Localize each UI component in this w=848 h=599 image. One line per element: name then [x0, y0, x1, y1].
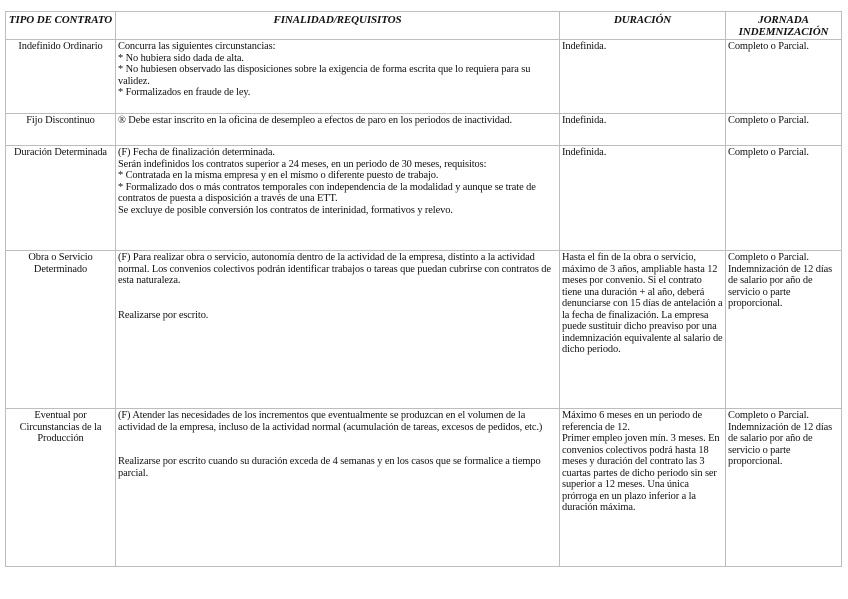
paragraph-gap [118, 287, 557, 310]
contract-type: Eventual por Circunstancias de la Producción [6, 409, 116, 567]
contract-type: Duración Determinada [6, 146, 116, 251]
finalidad-cell [116, 146, 560, 251]
finalidad-line: * Contratada en la misma empresa y en el mismo o diferente puesto de trabajo. [118, 170, 439, 181]
header-jornada: JORNADA INDEMNIZACIÓN [726, 12, 842, 40]
duracion-paragraph: Máximo 6 meses en un periodo de referencia de 12. [562, 410, 703, 433]
finalidad-paragraph: (F) Atender las necesidades de los incrementos que eventualmente se produzcan en el volumen de la actividad de la empresa, incluso de la actividad normal (acumulación de tareas, excesos de pedidos, etc.) [118, 410, 543, 433]
jornada-cell: Completo o Parcial. Indemnización de 12 días de salario por año de servicio o parte proporcional. [726, 251, 842, 409]
table-row [6, 409, 842, 567]
header-tipo: TIPO DE CONTRATO [6, 12, 116, 40]
finalidad-cell [116, 114, 560, 146]
finalidad-line: Concurra las siguientes circunstancias: [118, 41, 276, 52]
table-row [6, 146, 842, 251]
finalidad-line: Serán indefinidos los contratos superior a 24 meses, en un periodo de 30 meses, requisitos: [118, 158, 487, 170]
finalidad-line: ® Debe estar inscrito en la oficina de desempleo a efectos de paro en los periodos de inactividad. [118, 115, 512, 126]
finalidad-cell [116, 251, 560, 409]
contract-type: Fijo Discontinuo [6, 114, 116, 146]
header-finalidad: FINALIDAD/REQUISITOS [116, 12, 560, 40]
finalidad-paragraph: Realizarse por escrito. [118, 309, 209, 321]
table-row [6, 251, 842, 409]
duracion-cell [560, 409, 726, 567]
table-row [6, 40, 842, 114]
finalidad-line: * Formalizados en fraude de ley. [118, 87, 251, 98]
finalidad-line: * No hubiesen observado las disposiciones sobre la exigencia de forma escrita que lo requiera para su validez. [118, 64, 531, 87]
table-row [6, 114, 842, 146]
header-duracion: DURACIÓN [560, 12, 726, 40]
duracion-cell: Indefinida. [560, 114, 726, 146]
jornada-cell: Completo o Parcial. [726, 114, 842, 146]
finalidad-cell [116, 40, 560, 114]
paragraph-gap [118, 433, 557, 456]
finalidad-cell [116, 409, 560, 567]
jornada-cell: Completo o Parcial. [726, 40, 842, 114]
duracion-paragraph: Primer empleo joven mín. 3 meses. En convenios colectivos podrá hasta 18 meses y duración del contrato las 3 cuartas partes de dicho periodo sin ser superior a 12 meses. Una única prórroga en un plazo inferior a la duración máxima. [562, 433, 720, 513]
finalidad-line: * Formalizado dos o más contratos temporales con independencia de la modalidad y aunque se trate de contratos de puesta a disposición a través de una ETT. [118, 181, 536, 204]
duracion-cell: Indefinida. [560, 146, 726, 251]
finalidad-line: (F) Fecha de finalización determinada. [118, 147, 275, 158]
contract-types-table [5, 11, 842, 567]
finalidad-line: Se excluye de posible conversión los contratos de interinidad, formativos y relevo. [118, 204, 453, 216]
finalidad-paragraph: (F) Para realizar obra o servicio, autonomía dentro de la actividad de la empresa, distinto a la actividad normal. Los convenios colectivos podrán identificar trabajos o tareas que puedan cubrirse con contratos de esta naturaleza. [118, 252, 551, 286]
duracion-cell: Hasta el fin de la obra o servicio, máximo de 3 años, ampliable hasta 12 meses por convenio. Si el contrato tiene una duración + al año, deberá denunciarse con 15 días de antelación a la fecha de finalización. La empresa puede sustituir dicho preaviso por una indemnización equivalente al salario de dicho periodo. [560, 251, 726, 409]
finalidad-paragraph: Realizarse por escrito cuando su duración exceda de 4 semanas y en los casos que se formalice a tiempo parcial. [118, 456, 541, 479]
header-row [6, 12, 842, 40]
duracion-cell: Indefinida. [560, 40, 726, 114]
jornada-cell: Completo o Parcial. Indemnización de 12 días de salario por año de servicio o parte proporcional. [726, 409, 842, 567]
finalidad-line: * No hubiera sido dada de alta. [118, 52, 244, 64]
contract-type: Indefinido Ordinario [6, 40, 116, 114]
jornada-cell: Completo o Parcial. [726, 146, 842, 251]
contract-type: Obra o Servicio Determinado [6, 251, 116, 409]
